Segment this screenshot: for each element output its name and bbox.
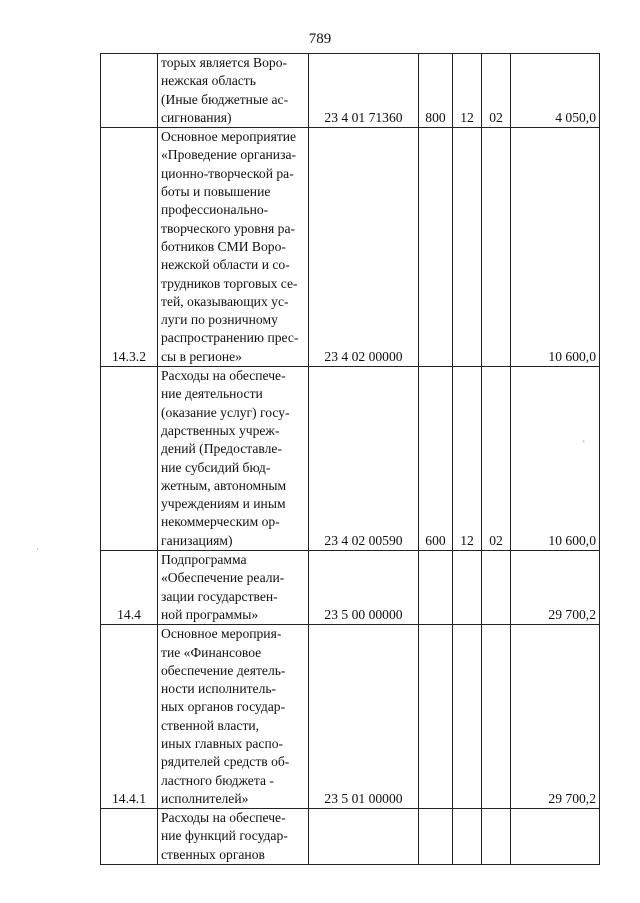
row-name-cell: торых является Воро- нежская область (Иные бюджетные ас- сигнования) [158,54,309,128]
table-row [101,551,600,625]
target-article-code-cell: 23 5 00 00000 [309,551,419,625]
row-number-cell: 14.4.1 [101,625,158,809]
row-name-cell: Основное мероприя- тие «Финансовое обеспечение деятель- ности исполнитель- ных органов государ- ственной власти, иных главных распо- рядителей средств об- ластного бюджета - исполнителей» [158,625,309,809]
amount-cell: 29 700,2 [511,625,600,809]
target-article-code-cell: 23 5 01 00000 [309,625,419,809]
amount-cell: 4 050,0 [511,54,600,128]
row-name-cell: Подпрограмма «Обеспечение реали- зации государствен- ной программы» [158,551,309,625]
section-cell [453,128,482,367]
section-cell: 12 [453,367,482,551]
table-row [101,625,600,809]
subsection-cell [482,128,511,367]
expense-type-cell: 600 [419,367,453,551]
target-article-code-cell: 23 4 02 00590 [309,367,419,551]
amount-cell [511,809,600,865]
subsection-cell [482,551,511,625]
row-number-cell [101,54,158,128]
expense-type-cell [419,551,453,625]
table-row [101,128,600,367]
target-article-code-cell: 23 4 02 00000 [309,128,419,367]
expense-type-cell: 800 [419,54,453,128]
subsection-cell [482,625,511,809]
expense-type-cell [419,128,453,367]
row-name-cell: Расходы на обеспече- ние деятельности (оказание услуг) госу- дарственных учреж- дений (Предоставле- ние субсидий бюд- жетным, автономным учреждениям и иным некоммерческим ор- ганизациям) [158,367,309,551]
section-cell: 12 [453,54,482,128]
expense-type-cell [419,809,453,865]
table-row [101,809,600,865]
subsection-cell: 02 [482,367,511,551]
budget-table [100,53,600,865]
budget-table-body [101,54,600,865]
row-number-cell: 14.3.2 [101,128,158,367]
page-number: 789 [308,31,332,47]
amount-cell: 29 700,2 [511,551,600,625]
target-article-code-cell: 23 4 01 71360 [309,54,419,128]
subsection-cell [482,809,511,865]
row-number-cell: 14.4 [101,551,158,625]
section-cell [453,625,482,809]
scan-speck: ﾞ [582,440,587,450]
amount-cell: 10 600,0 [511,128,600,367]
row-number-cell [101,367,158,551]
table-row [101,54,600,128]
table-row [101,367,600,551]
section-cell [453,809,482,865]
section-cell [453,551,482,625]
row-name-cell: Расходы на обеспече- ние функций государ- ственных органов [158,809,309,865]
subsection-cell: 02 [482,54,511,128]
row-number-cell [101,809,158,865]
scan-speck: · [36,544,39,554]
row-name-cell: Основное мероприятие «Проведение организа- ционно-творческой ра- боты и повышение профессионально- творческого уровня ра- ботников СМИ Воро- нежской области и со- трудников торговых се- тей, оказывающих ус- луги по розничному распространению прес- сы в регионе» [158,128,309,367]
amount-cell: 10 600,0 [511,367,600,551]
target-article-code-cell [309,809,419,865]
expense-type-cell [419,625,453,809]
